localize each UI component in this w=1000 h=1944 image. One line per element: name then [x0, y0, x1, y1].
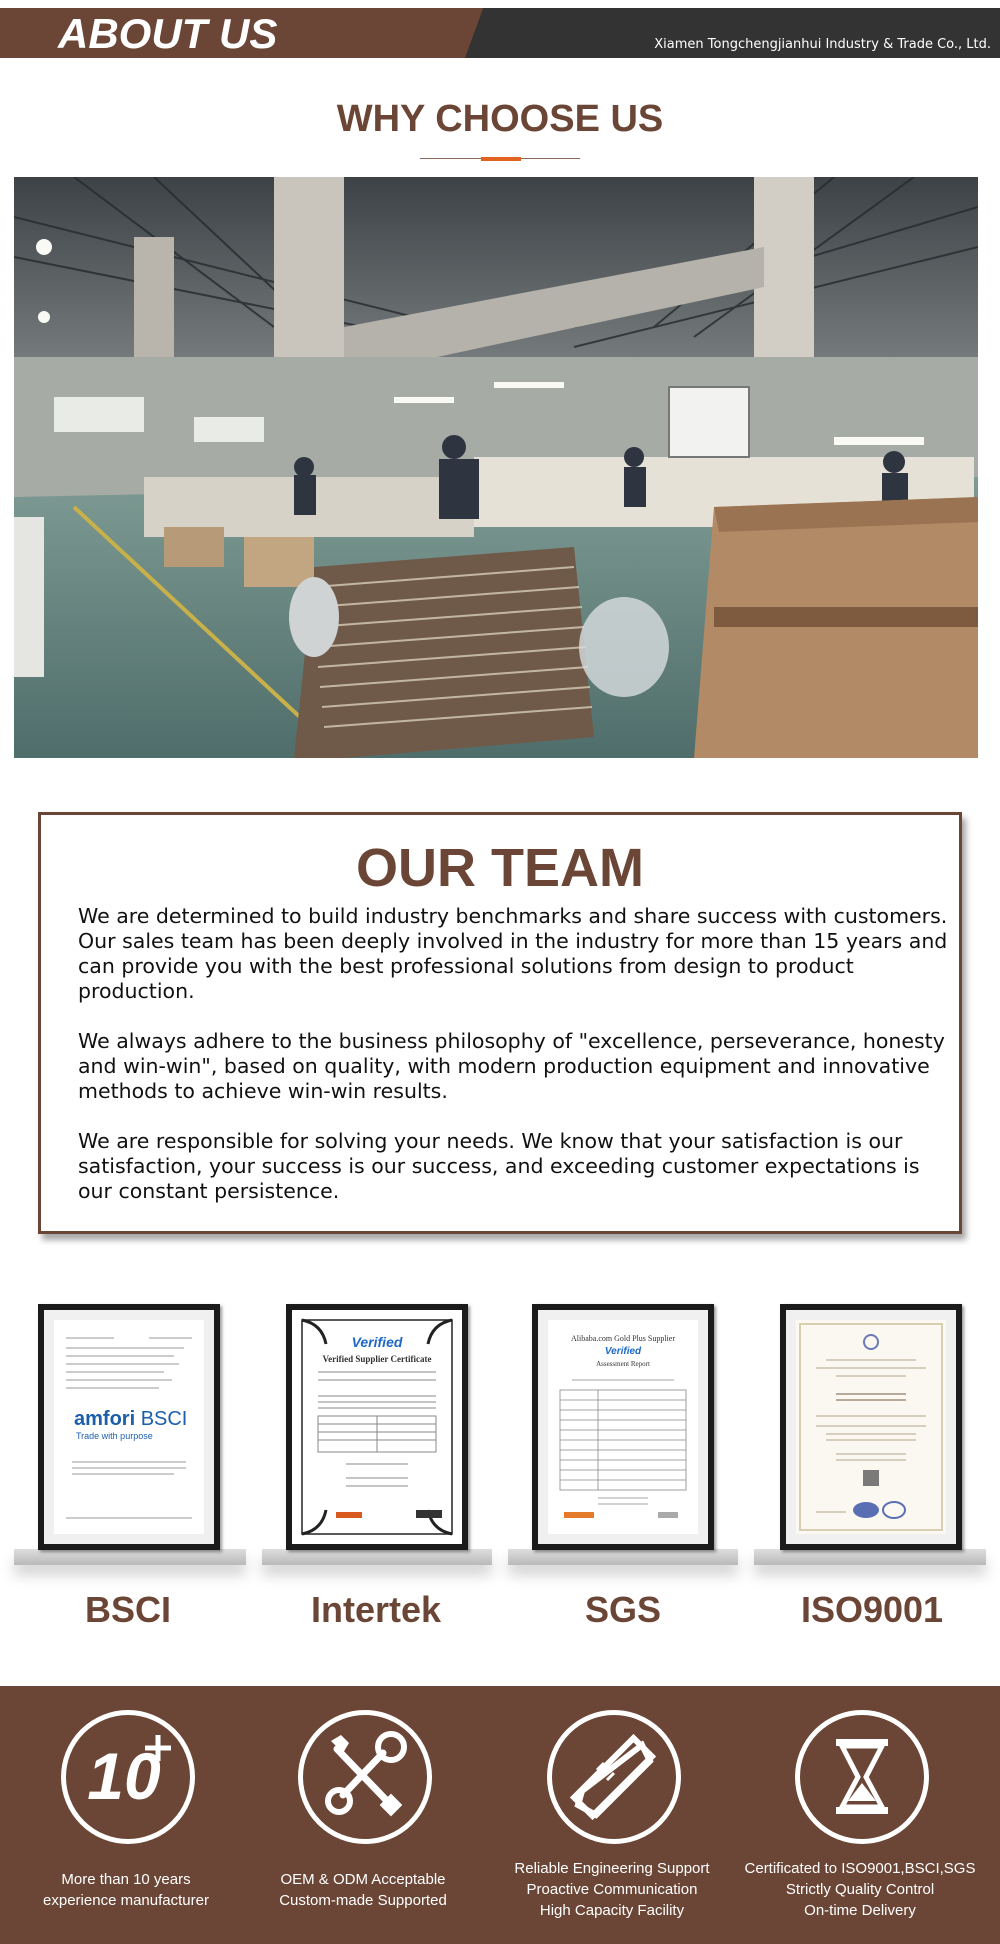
feature-line: OEM & ODM Acceptable — [280, 1871, 446, 1888]
feature-oem — [238, 1686, 488, 1944]
ruler-pencil-icon — [547, 1710, 681, 1844]
feature-text — [238, 1869, 488, 1911]
our-team-text — [78, 904, 948, 1229]
title-accent-bar — [481, 157, 521, 161]
team-paragraph: We are responsible for solving your needs. We know that your satisfaction is our satisfaction, your success is our success, and exceeding customer expectations is our constant persistence. — [78, 1129, 920, 1203]
feature-engineering — [487, 1686, 737, 1944]
amfori-tagline: Trade with purpose — [76, 1431, 153, 1441]
feature-text — [735, 1858, 985, 1921]
cert-label-bsci: BSCI — [84, 1589, 171, 1630]
shelf — [262, 1549, 492, 1565]
hourglass-icon — [795, 1710, 929, 1844]
bsci-certificate — [38, 1304, 220, 1550]
team-paragraph: We are determined to build industry benchmarks and share success with customers. Our sales team has been deeply involved in the industry for more than 15 years and can provide you with the best professional solutions from design to product production. — [78, 904, 948, 1003]
about-us-banner — [0, 8, 1000, 58]
feature-quality — [735, 1686, 985, 1944]
verified-logo: Verified — [604, 1346, 642, 1357]
shelf — [754, 1549, 986, 1565]
tools-icon — [298, 1710, 432, 1844]
sgs-certificate — [532, 1304, 714, 1550]
amfori-logo: amfori BSCI — [74, 1408, 188, 1430]
ten-badge-text: 10 — [87, 1739, 161, 1813]
certificate-paper — [786, 1310, 956, 1544]
feature-line: Custom-made Supported — [279, 1892, 447, 1909]
certificate-title: Alibaba.com Gold Plus Supplier — [571, 1334, 675, 1343]
banner-title: ABOUT US — [58, 10, 278, 57]
shelf — [14, 1549, 246, 1565]
certificate-paper — [292, 1310, 462, 1544]
company-name: Xiamen Tongchengjianhui Industry & Trade Co., Ltd. — [654, 37, 991, 52]
cert-label-intertek: Intertek — [310, 1589, 442, 1630]
our-team-title: OUR TEAM — [356, 838, 644, 898]
feature-line: Proactive Communication — [526, 1881, 698, 1898]
verified-logo: Verified — [351, 1334, 403, 1350]
feature-experience — [1, 1686, 251, 1944]
feature-line: High Capacity Facility — [539, 1902, 685, 1919]
feature-line: Strictly Quality Control — [785, 1881, 935, 1898]
feature-line: experience manufacturer — [43, 1892, 209, 1909]
iso-certificate-seal — [796, 1320, 946, 1534]
certificate-paper — [44, 1310, 214, 1544]
feature-text — [1, 1869, 251, 1911]
cert-label-iso9001: ISO9001 — [800, 1589, 944, 1630]
why-choose-title: WHY CHOOSE US — [336, 98, 664, 140]
certificate-paper — [538, 1310, 708, 1544]
certificate-table-lines — [548, 1320, 698, 1534]
certificate-title: Verified Supplier Certificate — [322, 1354, 432, 1364]
shelf — [508, 1549, 738, 1565]
feature-text — [487, 1858, 737, 1921]
intertek-certificate — [286, 1304, 468, 1550]
team-paragraph: We always adhere to the business philosophy of "excellence, perseverance, honesty and win-win", based on quality, with modern production equipment and innovative methods to achieve win-win results. — [78, 1029, 945, 1103]
factory-floor-photo — [14, 177, 978, 758]
feature-line: Reliable Engineering Support — [514, 1860, 710, 1877]
iso9001-certificate — [780, 1304, 962, 1550]
cert-label-sgs: SGS — [584, 1589, 662, 1630]
ten-plus-icon — [61, 1710, 195, 1844]
feature-line: On-time Delivery — [804, 1902, 916, 1919]
our-team-card — [38, 812, 962, 1234]
feature-line: More than 10 years — [61, 1871, 191, 1888]
certificate-subtitle: Assessment Report — [596, 1360, 650, 1368]
feature-line: Certificated to ISO9001,BSCI,SGS — [744, 1860, 976, 1877]
features-footer — [0, 1686, 1000, 1944]
